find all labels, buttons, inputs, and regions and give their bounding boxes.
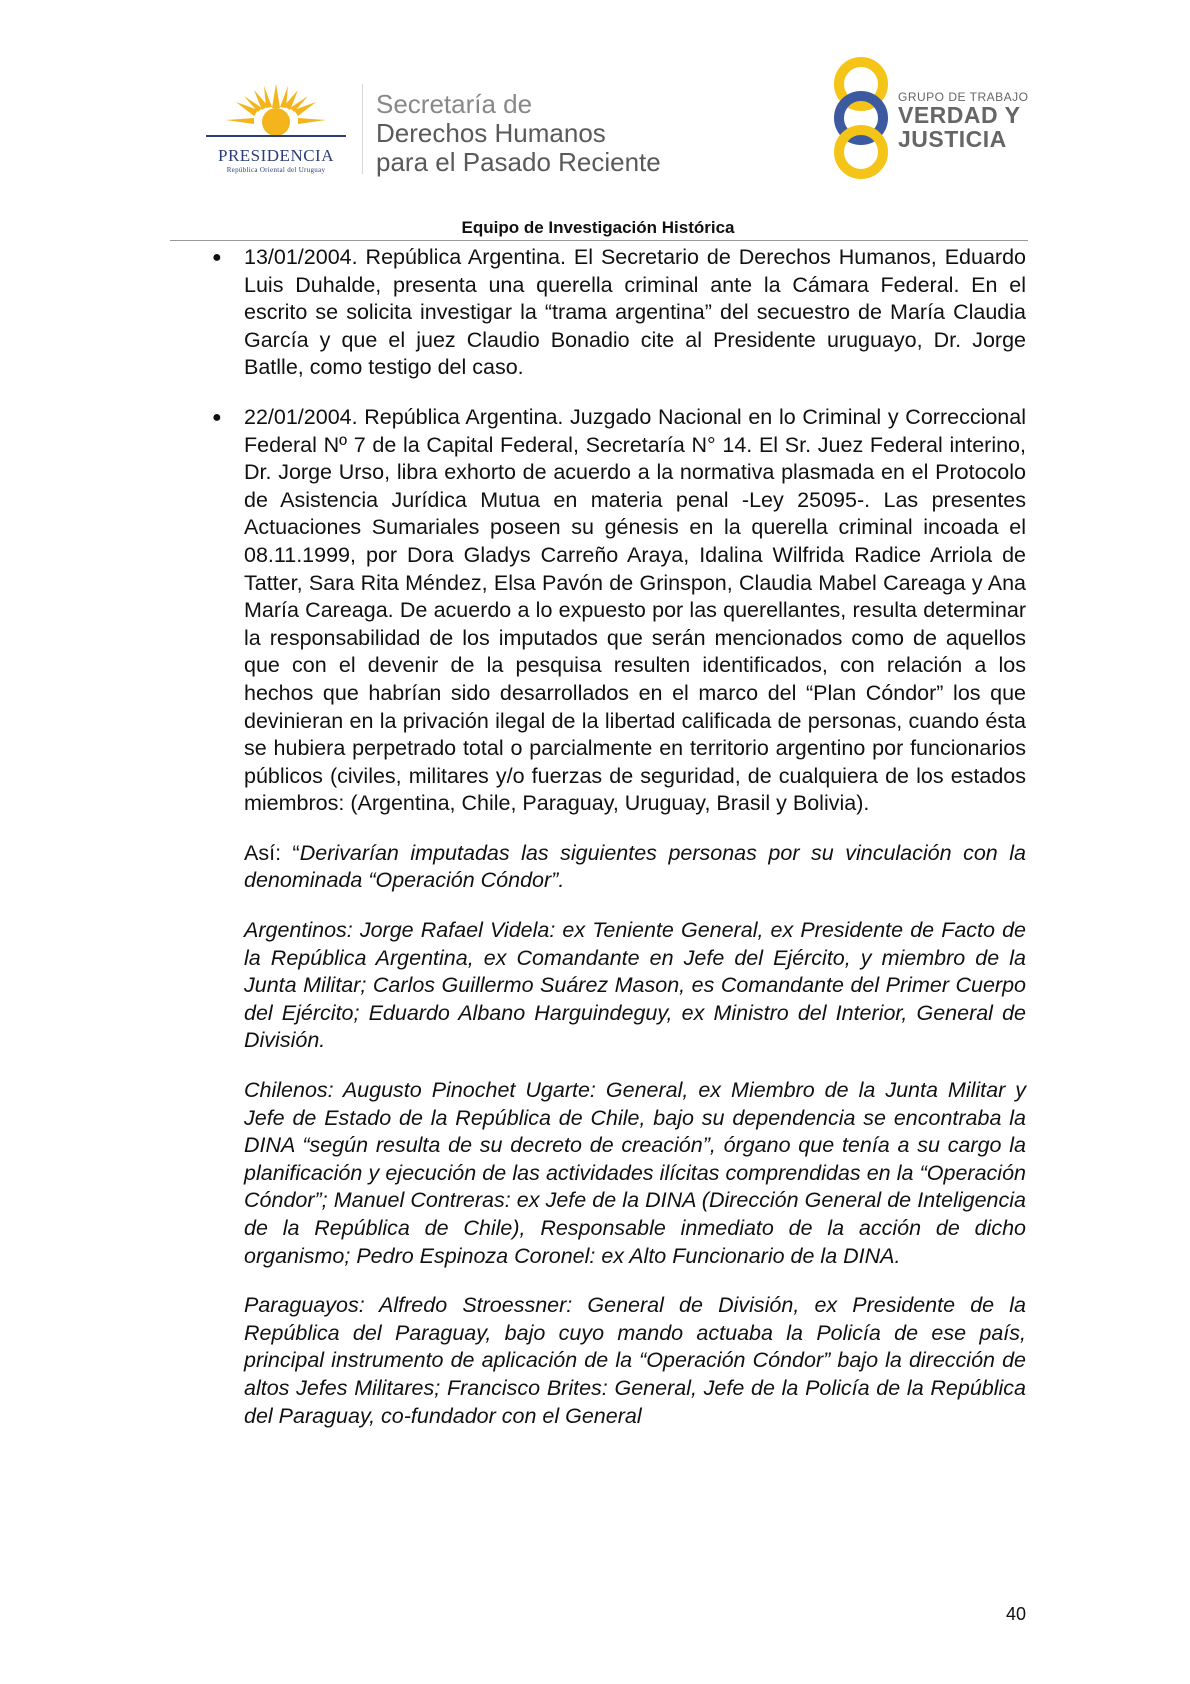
page-header: [0, 0, 1190, 240]
item-text-2: 22/01/2004. República Argentina. Juzgado Nacional en lo Criminal y Correccional Federal Nº 7 de la Capital Federal, Secretaría N° 14. El Sr. Juez Federal interino, Dr. Jorge Urso, libra exhorto de acuerdo a la normativa plasmada en el Protocolo de Asistencia Jurídica Mutua en materia penal -Ley 25095-. Las presentes Actuaciones Sumariales poseen su génesis en la querella criminal incoada el 08.11.1999, por Dora Gladys Carreño Araya, Idalina Wilfrida Radice Arriola de Tatter, Sara Rita Méndez, Elsa Pavón de Grinspon, Claudia Mabel Careaga y Ana María Careaga. De acuerdo a lo expuesto por las querellantes, resulta determinar la responsabilidad de los imputados que serán mencionados como de aquellos que con el devenir de la pesquisa resulten identificados, con relación a los hechos que habrían sido desarrollados en el marco del “Plan Cóndor” los que devinieran en la privación ilegal de la libertad calificada de personas, cuando ésta se hubiera perpetrado total o parcialmente en territorio argentino por funcionarios públicos (civiles, militares y/o fuerzas de seguridad, de cualquiera de los estados miembros: (Argentina, Chile, Paraguay, Uruguay, Brasil y Bolivia).: [244, 404, 1026, 816]
sun-emblem-icon: [196, 80, 356, 150]
asi-prefix: Así: “: [244, 840, 300, 865]
paraguayos-paragraph: Paraguayos: Alfredo Stroessner: General de División, ex Presidente de la República del Paraguay, bajo cuyo mando actuaba la Policía de ese país, principal instrumento de aplicación de la “Operación Cóndor” bajo la dirección de altos Jefes Militares; Francisco Brites: General, Jefe de la Policía de la República del Paraguay, co-fundador con el General: [244, 1293, 1026, 1428]
header-divider: [362, 84, 363, 174]
bullet-icon: ●: [212, 408, 222, 426]
list-item: [212, 244, 1026, 382]
document-body: [212, 244, 1027, 1430]
secretaria-line-2: Derechos Humanos: [376, 118, 606, 148]
vj-title-line-2: JUSTICIA: [898, 126, 1007, 152]
presidencia-sublabel: República Oriental del Uruguay: [226, 166, 326, 174]
item-text-1: 13/01/2004. República Argentina. El Secretario de Derechos Humanos, Eduardo Luis Duhalde, presenta una querella criminal ante la Cámara Federal. En el escrito se solicita investigar la “trama argentina” del secuestro de María Claudia García y que el juez Claudio Bonadio cite al Presidente uruguayo, Dr. Jorge Batlle, como testigo del caso.: [244, 245, 1026, 380]
vj-title: [898, 103, 1020, 151]
page-number: 40: [1006, 1604, 1027, 1624]
bullet-icon: ●: [212, 249, 222, 266]
vj-group-label: GRUPO DE TRABAJO: [898, 90, 1029, 104]
asi-paragraph: [244, 840, 1026, 895]
argentinos-paragraph: Argentinos: Jorge Rafael Videla: ex Teniente General, ex Presidente de Facto de la República Argentina, ex Comandante en Jefe del Ejército, y miembro de la Junta Militar; Carlos Guillermo Suárez Mason, es Comandante del Primer Cuerpo del Ejército; Eduardo Albano Harguindeguy, ex Ministro del Interior, General de División.: [244, 918, 1026, 1053]
presidencia-label: PRESIDENCIA: [217, 146, 334, 165]
secretaria-title: [376, 90, 661, 177]
team-title: Equipo de Investigación Histórica: [461, 218, 735, 237]
chilenos-paragraph: Chilenos: Augusto Pinochet Ugarte: General, ex Miembro de la Junta Militar y Jefe de Estado de la República de Chile, bajo su dependencia se encontraba la DINA “según resulta de su decreto de creación”, órgano que tenía a su cargo la planificación y ejecución de las actividades ilícitas comprendidas en la “Operación Cóndor”; Manuel Contreras: ex Jefe de la DINA (Dirección General de Inteligencia de la República de Chile), Responsable inmediato de la acción de dicho organismo; Pedro Espinoza Coronel: ex Alto Funcionario de la DINA.: [244, 1078, 1026, 1268]
secretaria-line-3: para el Pasado Reciente: [376, 147, 661, 177]
presidencia-logo: [196, 80, 356, 180]
vj-title-line-1: VERDAD Y: [898, 102, 1021, 128]
header-rule: [170, 240, 1028, 241]
list-item: [212, 404, 1026, 818]
asi-italic: Derivarían imputadas las siguientes personas por su vinculación con la denominada “Operación Cóndor”.: [244, 840, 1027, 893]
secretaria-line-1: Secretaría de: [376, 89, 533, 119]
